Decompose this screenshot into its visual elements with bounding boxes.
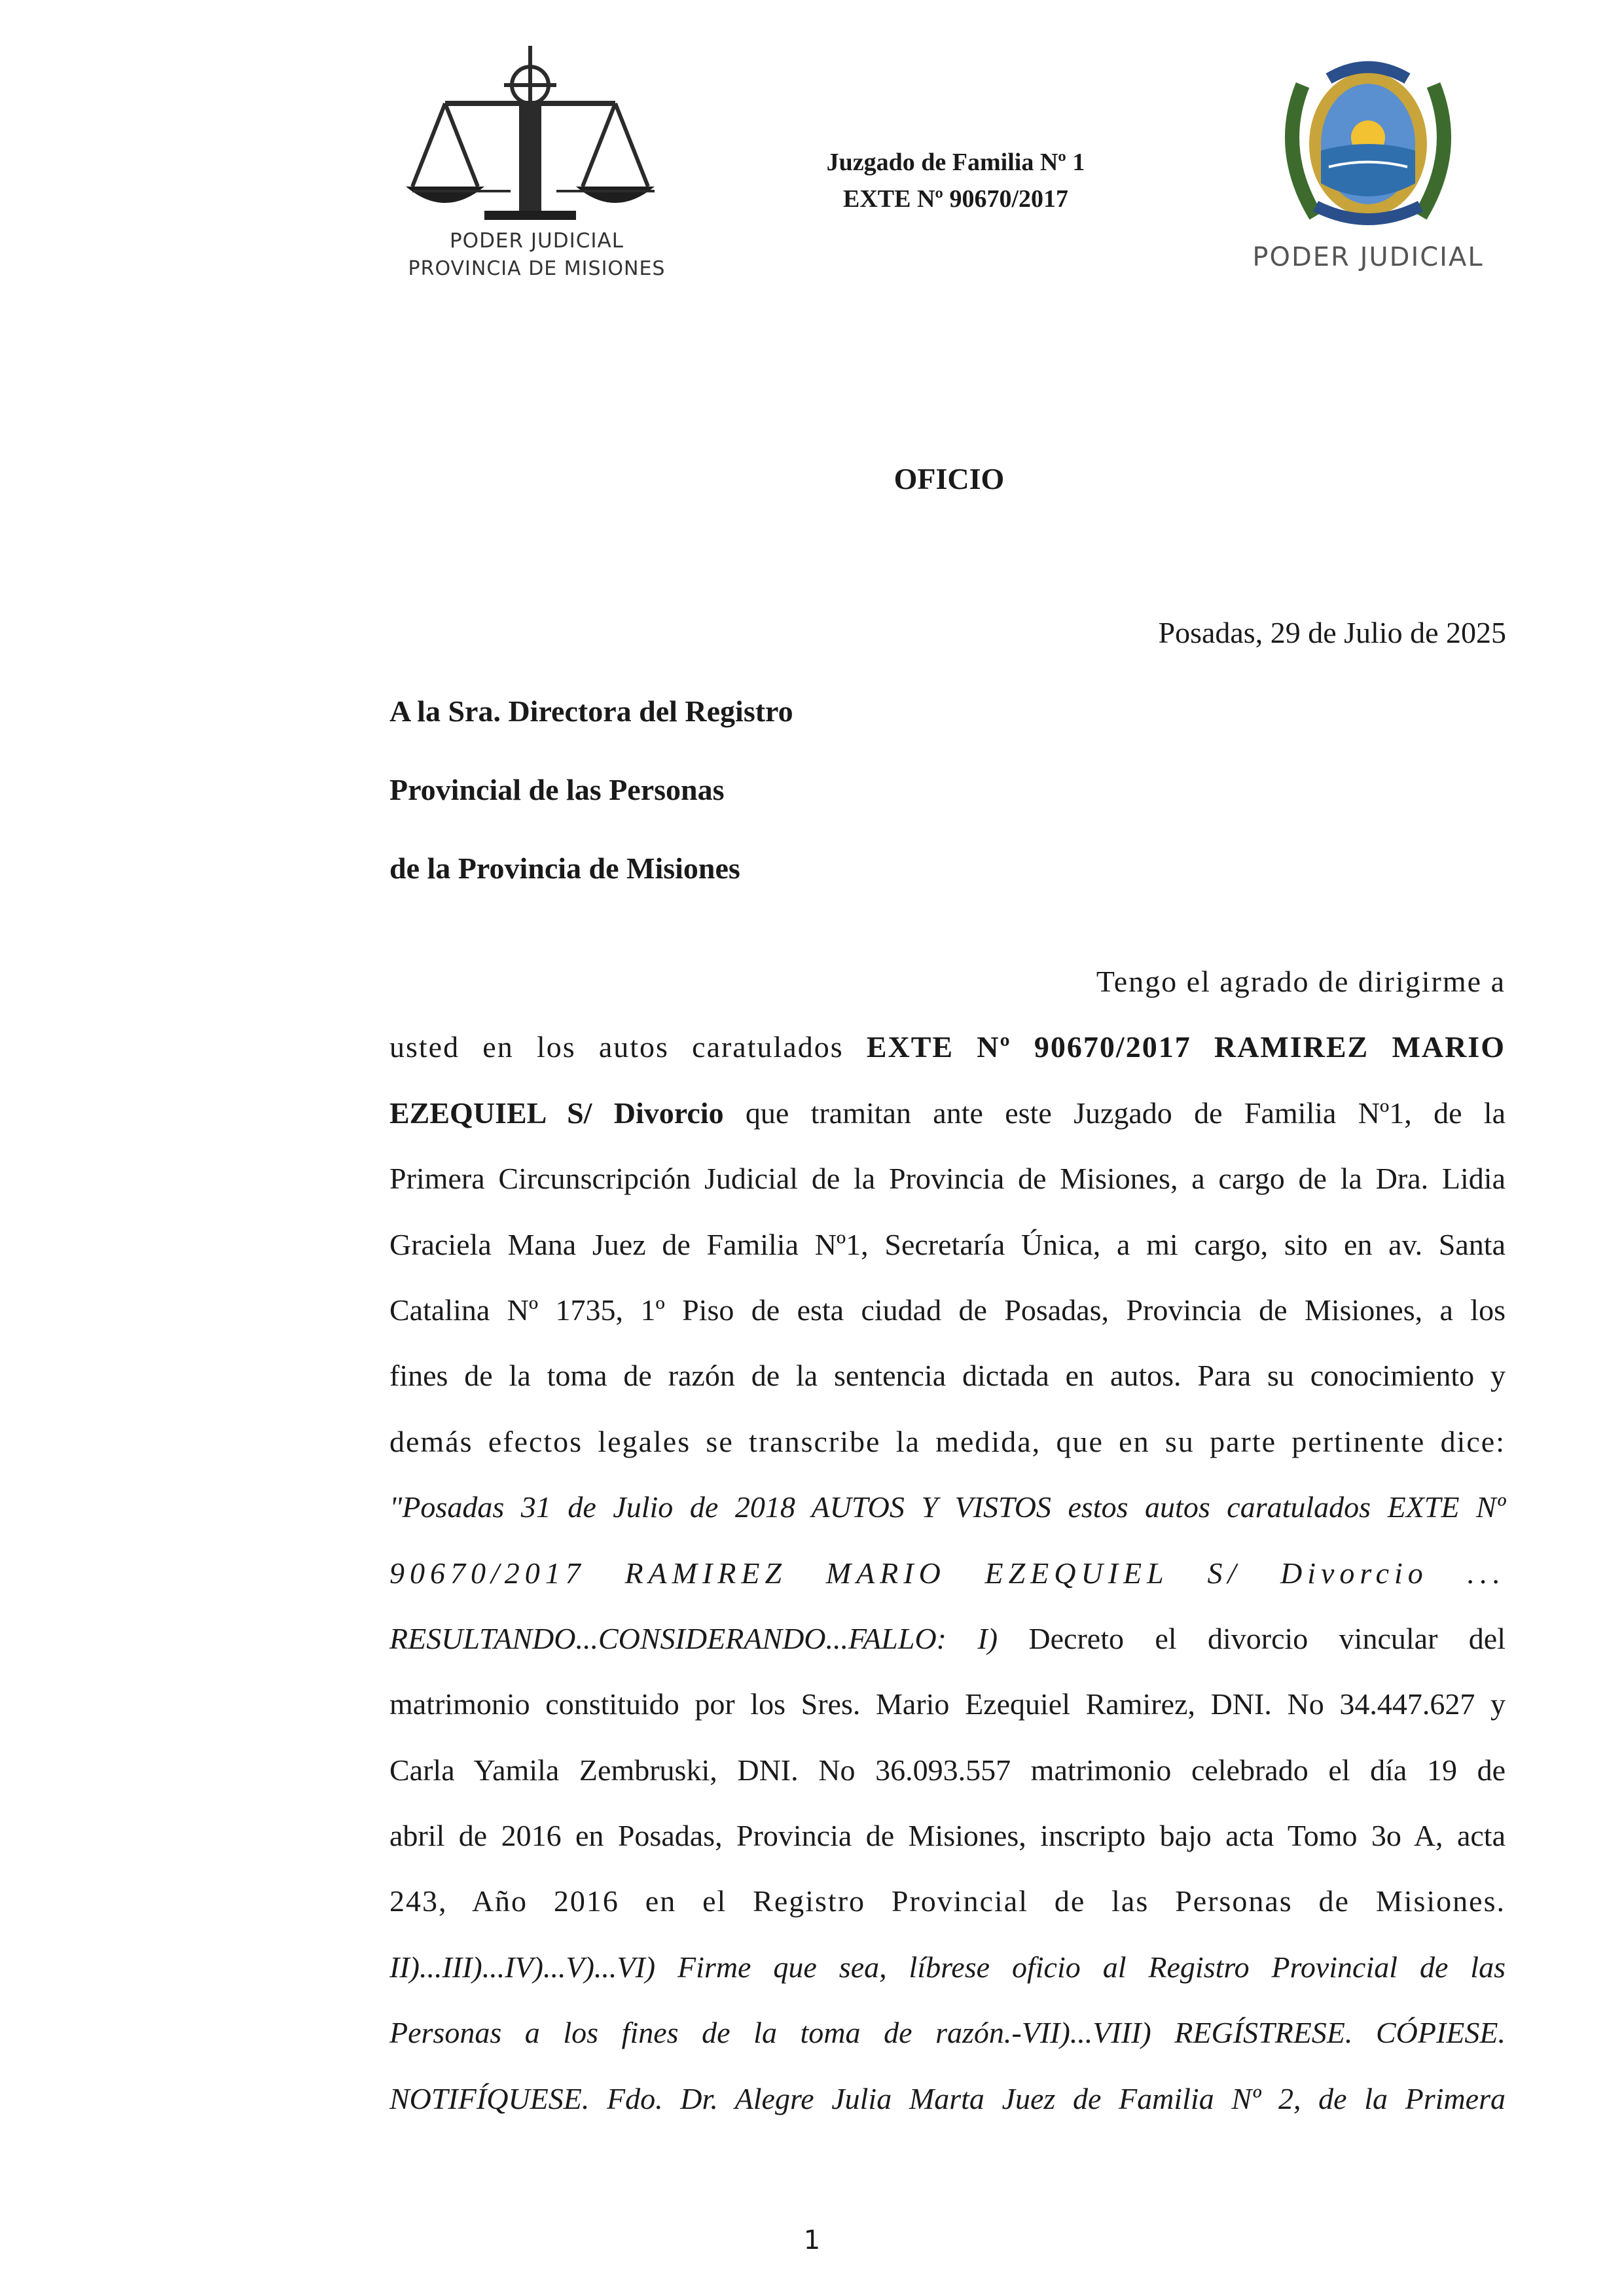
body-line: usted en los autos caratulados EXTE Nº 90670/2017 RAMIREZ MARIO [389,1030,1506,1064]
body-line: 243, Año 2016 en el Registro Provincial de las Personas de Misiones. [389,1884,1506,1918]
case-caption-bold: EZEQUIEL S/ Divorcio [389,1096,724,1130]
recipient-line-3: de la Provincia de Misiones [389,852,740,885]
body-line: abril de 2016 en Posadas, Provincia de Misiones, inscripto bajo acta Tomo 3o A, acta [389,1819,1506,1853]
misiones-province-shield-icon [1276,59,1460,236]
body-line: EZEQUIEL S/ Divorcio que tramitan ante este Juzgado de Familia Nº1, de la [389,1096,1506,1130]
case-number: EXTE Nº 90670/2017 [842,185,1069,213]
document-body [389,949,1506,2132]
provincia-misiones-shield-logo [1231,59,1506,288]
quoted-ruling-line: Personas a los fines de la toma de razón.-VII)...VIII) REGÍSTRESE. CÓPIESE. [389,2016,1506,2050]
quoted-ruling-line: 90670/2017 RAMIREZ MARIO EZEQUIEL S/ Divorcio ... [389,1556,1506,1590]
body-line: Carla Yamila Zembruski, DNI. No 36.093.557 matrimonio celebrado el día 19 de [389,1753,1506,1787]
quoted-ruling-line: "Posadas 31 de Julio de 2018 AUTOS Y VISTOS estos autos caratulados EXTE Nº [389,1490,1506,1524]
left-logo-line1: PODER JUDICIAL [449,229,624,253]
body-line: Catalina Nº 1735, 1º Piso de esta ciudad de Posadas, Provincia de Misiones, a los [389,1293,1506,1327]
page-number: 1 [803,2225,821,2255]
poder-judicial-misiones-logo [399,39,674,288]
document-title: OFICIO [893,462,1005,495]
recipient-line-1: A la Sra. Directora del Registro [389,694,793,728]
body-line: Graciela Mana Juez de Familia Nº1, Secretaría Única, a mi cargo, sito en av. Santa [389,1227,1506,1261]
body-line: matrimonio constituido por los Sres. Mario Ezequiel Ramirez, DNI. No 34.447.627 y [389,1687,1506,1721]
quoted-ruling-text: RESULTANDO...CONSIDERANDO...FALLO: I) [389,1621,998,1655]
scales-of-justice-icon [399,39,674,229]
case-caption-bold: EXTE Nº 90670/2017 RAMIREZ MARIO [866,1030,1506,1064]
left-logo-line2: PROVINCIA DE MISIONES [408,257,666,280]
court-name: Juzgado de Familia Nº 1 [826,149,1085,176]
body-line: Primera Circunscripción Judicial de la Provincia de Misiones, a cargo de la Dra. Lidia [389,1162,1506,1196]
right-logo-caption: PODER JUDICIAL [1252,242,1484,272]
recipient-line-2: Provincial de las Personas [389,773,725,806]
body-line: Tengo el agrado de dirigirme a [1096,965,1506,998]
quoted-ruling-line: II)...III)...IV)...V)...VI) Firme que sea, líbrese oficio al Registro Provincial de las [389,1950,1506,1984]
document-date: Posadas, 29 de Julio de 2025 [1158,616,1506,649]
body-line: fines de la toma de razón de la sentencia dictada en autos. Para su conocimiento y [389,1359,1506,1393]
court-header [759,144,1152,217]
body-line: demás efectos legales se transcribe la medida, que en su parte pertinente dice: [389,1424,1506,1458]
body-line: RESULTANDO...CONSIDERANDO...FALLO: I) Decreto el divorcio vincular del [389,1621,1506,1655]
quoted-ruling-line: NOTIFÍQUESE. Fdo. Dr. Alegre Julia Marta Juez de Familia Nº 2, de la Primera [389,2081,1506,2115]
